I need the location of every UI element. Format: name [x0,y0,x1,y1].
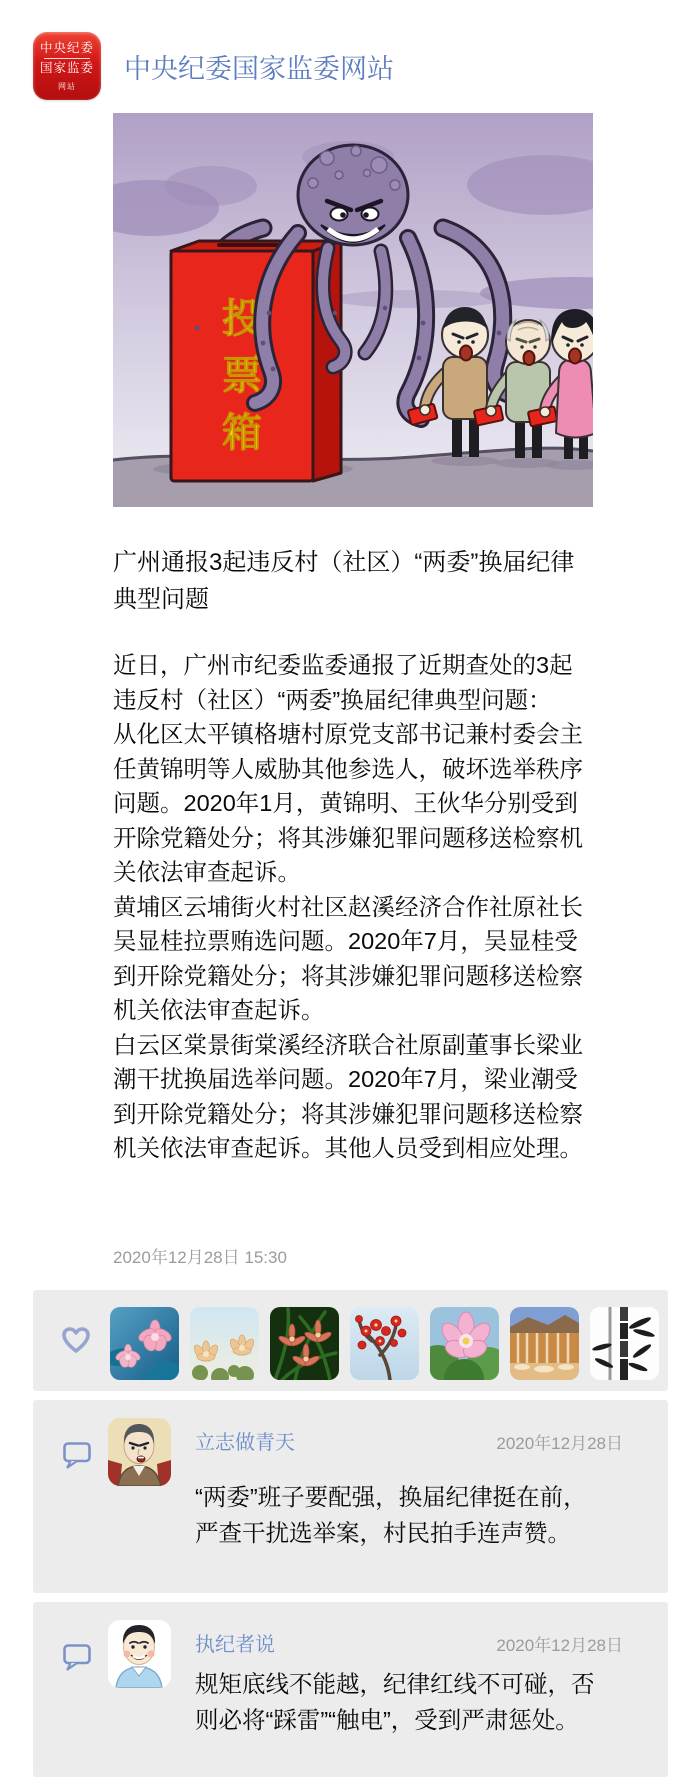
comment-author[interactable]: 执纪者说 [195,1634,275,1656]
speech-bubble-icon [63,1442,91,1469]
comment-text: “两委”班子要配强，换届纪律挺在前，严查干扰选举案，村民拍手连声赞。 [195,1484,587,1546]
logo-divider [44,58,90,59]
logo-line-1: 中央纪委 [39,40,94,55]
octopus-head [298,145,408,245]
lotus-water-image [110,1307,179,1380]
smiling-man-avatar-image [108,1620,171,1688]
orchid-image [270,1307,339,1380]
article-paragraph: 近日，广州市纪委监委通报了近期查处的3起违反村（社区）“两委”换届纪律典型问题： [113,652,573,713]
stern-official-avatar-image [108,1418,171,1486]
avatar-zhijizheshuo[interactable] [108,1620,171,1688]
ballot-box-char-3: 箱 [222,411,262,455]
article-cartoon-image[interactable] [113,113,593,507]
ballot-box-char-1: 投 [222,297,262,341]
comment-date: 2020年12月28日 [496,1636,623,1655]
comment-card [33,1602,668,1777]
site-title: 中央纪委国家监委网站 [124,53,394,84]
like-button[interactable] [62,1327,90,1354]
reactions-card [33,1290,668,1391]
chrysanthemum-image [190,1307,259,1380]
thumbnail-red-plum-blossoms[interactable] [350,1307,419,1380]
waterfall-image [510,1307,579,1380]
article-body [113,648,595,1166]
heart-outline-icon [62,1327,90,1354]
speech-bubble-icon [63,1644,91,1671]
reaction-thumbnails [110,1307,659,1380]
octopus-ballot-box-cartoon [113,113,593,507]
comment-author[interactable]: 立志做青天 [195,1432,295,1454]
bamboo-image [590,1307,659,1380]
thumbnail-lotus-on-blue-water[interactable] [110,1307,179,1380]
pink-lotus-image [430,1307,499,1380]
plum-blossom-image [350,1307,419,1380]
comment-content [195,1426,623,1551]
comment-date: 2020年12月28日 [496,1434,623,1453]
article-paragraph: 黄埔区云埔街火村社区赵溪经济合作社原社长吴显桂拉票贿选问题。2020年7月，吴显桂受到开除党籍处分；将其涉嫌犯罪问题移送检察机关依法审查起诉。 [113,893,583,1023]
ballot-box [171,241,341,481]
article-paragraph: 从化区太平镇格塘村原党支部书记兼村委会主任黄锦明等人威胁其他参选人，破坏选举秩序问题。2020年1月，黄锦明、王伙华分别受到开除党籍处分；将其涉嫌犯罪问题移送检察机关依法审查起诉。 [113,721,583,885]
thumbnail-orange-orchids[interactable] [270,1307,339,1380]
site-header [33,32,394,100]
comment-content [195,1628,623,1738]
comment-bubble-icon [63,1442,91,1469]
logo-line-3: 网站 [58,81,76,91]
comment-bubble-icon [63,1644,91,1671]
comment-text: 规矩底线不能越，纪律红线不可碰，否则必将“踩雷”“触电”，受到严肃惩处。 [195,1671,595,1733]
article-title: 广州通报3起违反村（社区）“两委”换届纪律典型问题 [113,549,575,613]
logo-line-2: 国家监委 [39,60,94,75]
thumbnail-pink-lotus[interactable] [430,1307,499,1380]
ballot-box-char-2: 票 [222,354,262,398]
thumbnail-ink-bamboo[interactable] [590,1307,659,1380]
thumbnail-yellow-waterfall[interactable] [510,1307,579,1380]
comment-card [33,1400,668,1593]
ccdi-logo[interactable] [33,32,101,100]
article-datetime: 2020年12月28日 15:30 [113,1248,287,1267]
thumbnail-pale-chrysanthemums[interactable] [190,1307,259,1380]
avatar-lizhizuoqingtian[interactable] [108,1418,171,1486]
article-paragraph: 白云区棠景街棠溪经济联合社原副董事长梁业潮干扰换届选举问题。2020年7月，梁业潮受到开除党籍处分；将其涉嫌犯罪问题移送检察机关依法审查起诉。其他人员受到相应处理。 [113,1031,583,1161]
